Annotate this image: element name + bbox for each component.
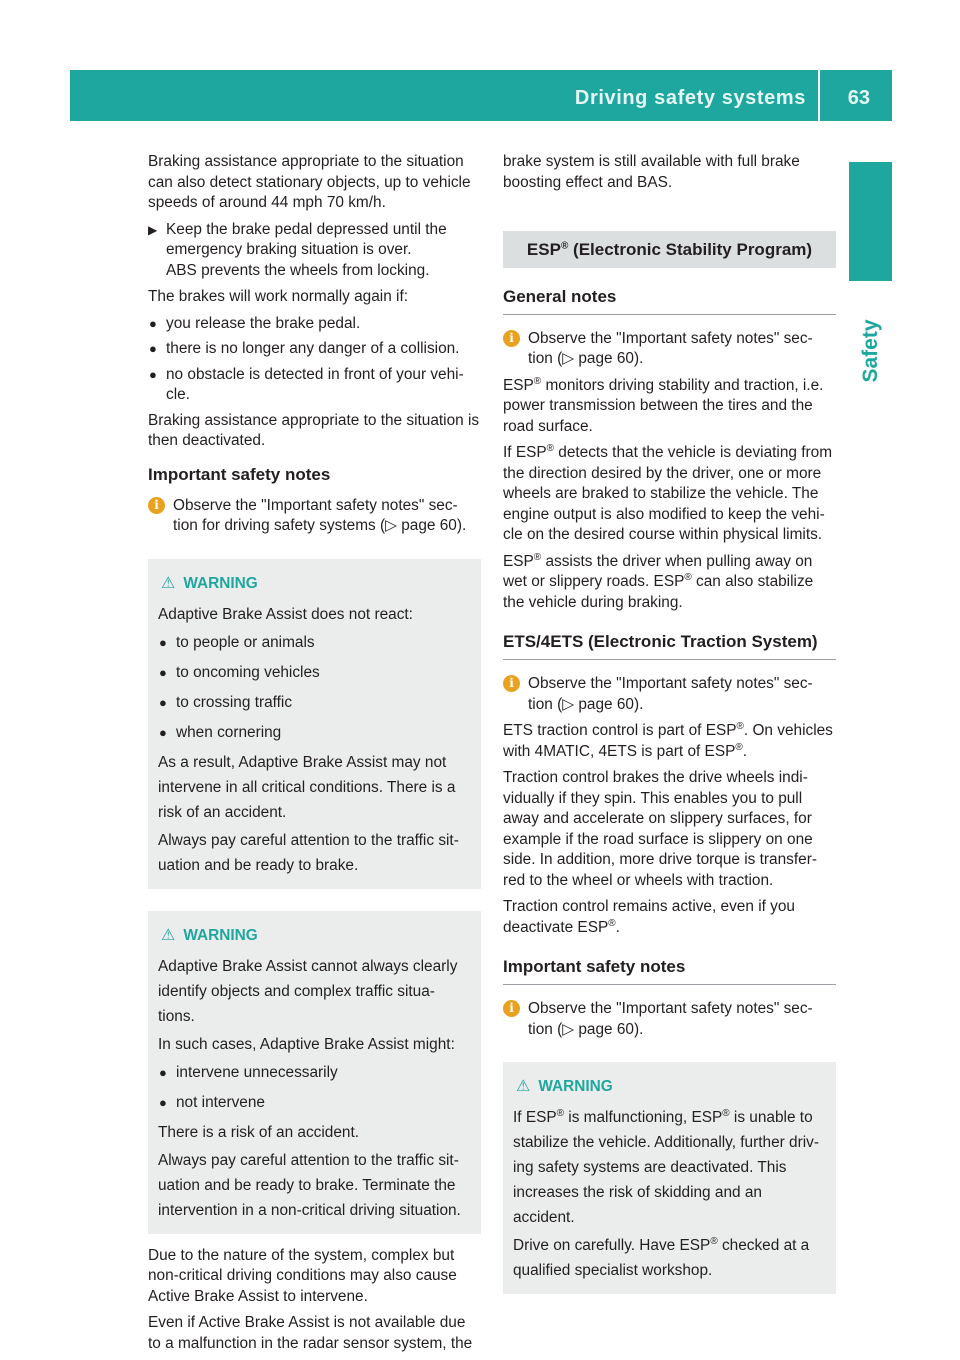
step-text: Keep the brake pedal depressed until the emergency braking situation is over. bbox=[166, 220, 447, 258]
header-bar bbox=[70, 70, 892, 121]
bullet-icon: ● bbox=[159, 1094, 167, 1110]
list-item: ● you release the brake pedal. bbox=[148, 314, 481, 335]
paragraph: Adaptive Brake Assist does not react: bbox=[158, 605, 413, 623]
paragraph: There is a risk of an accident. bbox=[158, 1123, 360, 1141]
list-item: ● there is no longer any danger of a collision. bbox=[148, 339, 481, 360]
info-icon: i bbox=[503, 330, 520, 347]
heading-important-safety-notes: Important safety notes bbox=[503, 956, 836, 985]
warning-icon: ⚠ bbox=[516, 1078, 531, 1095]
bullet-icon: ● bbox=[159, 724, 167, 740]
warning-title: ⚠ WARNING bbox=[516, 1078, 613, 1095]
heading-general-notes: General notes bbox=[503, 286, 836, 315]
paragraph: Even if Active Brake Assist is not available due to a malfunction in the radar sensor system, the bbox=[148, 1314, 473, 1352]
paragraph: brake system is still available with full brake boosting effect and BAS. bbox=[503, 153, 800, 191]
bullet-icon: ● bbox=[149, 341, 157, 356]
info-text: Observe the "Important safety notes" sec-tion (▷ page 60). bbox=[528, 1000, 813, 1038]
bullet-list bbox=[148, 314, 481, 406]
paragraph: ESP® monitors driving stability and traction, i.e. power transmission between the tires and the road surface. bbox=[503, 375, 824, 435]
paragraph: Traction control remains active, even if you deactivate ESP®. bbox=[503, 898, 795, 936]
warning-box bbox=[503, 1062, 836, 1294]
paragraph: Braking assistance appropriate to the situation is then deactivated. bbox=[148, 411, 480, 449]
paragraph: Drive on carefully. Have ESP® checked at a qualified specialist workshop. bbox=[513, 1235, 810, 1279]
paragraph: As a result, Adaptive Brake Assist may not intervene in all critical conditions. There is a risk of an accident. bbox=[158, 753, 456, 821]
paragraph: ETS traction control is part of ESP®. On vehicles with 4MATIC, 4ETS is part of ESP®. bbox=[503, 720, 833, 760]
list-item: ● no obstacle is detected in front of your vehi-cle. bbox=[149, 365, 464, 403]
right-column bbox=[503, 152, 836, 1306]
bullet-icon: ● bbox=[149, 366, 157, 382]
heading-ets: ETS/4ETS (Electronic Traction System) bbox=[503, 631, 836, 660]
side-tab-label: Safety bbox=[858, 319, 882, 383]
list-item: ● to people or animals bbox=[158, 630, 471, 655]
info-note bbox=[503, 329, 836, 370]
bullet-list bbox=[158, 630, 471, 745]
page-number: 63 bbox=[847, 87, 870, 109]
info-icon: i bbox=[503, 675, 520, 692]
info-text: Observe the "Important safety notes" sec-tion for driving safety systems (▷ page 60). bbox=[173, 496, 467, 534]
paragraph: In such cases, Adaptive Brake Assist might: bbox=[158, 1035, 455, 1053]
paragraph: Braking assistance appropriate to the situation can also detect stationary objects, up to vehicle speeds of around 44 mph 70 km/h. bbox=[148, 153, 471, 211]
list-item: ● to crossing traffic bbox=[158, 690, 471, 715]
list-item: ● intervene unnecessarily bbox=[158, 1060, 471, 1085]
paragraph: Adaptive Brake Assist cannot always clearly identify objects and complex traffic situa-tions. bbox=[158, 957, 458, 1025]
warning-box bbox=[148, 911, 481, 1234]
bullet-icon: ● bbox=[159, 694, 167, 710]
bullet-list bbox=[158, 1060, 471, 1115]
info-note bbox=[503, 999, 836, 1040]
warning-title: ⚠ WARNING bbox=[161, 574, 258, 592]
info-note bbox=[503, 674, 836, 715]
info-text: Observe the "Important safety notes" sec-tion (▷ page 60). bbox=[528, 675, 813, 713]
bullet-icon: ● bbox=[149, 315, 157, 331]
list-item: ● not intervene bbox=[158, 1090, 471, 1115]
step-result: ABS prevents the wheels from locking. bbox=[166, 261, 430, 279]
info-icon: i bbox=[148, 497, 165, 514]
info-icon: i bbox=[503, 1000, 520, 1017]
bullet-icon: ● bbox=[159, 1064, 167, 1080]
info-text: Observe the "Important safety notes" sec-tion (▷ page 60). bbox=[528, 329, 813, 367]
paragraph: If ESP® is malfunctioning, ESP® is unable to stabilize the vehicle. Additionally, further driv-ing safety systems are deactivated. This increases the risk of skidding and an accident. bbox=[513, 1107, 819, 1226]
list-item: ● to oncoming vehicles bbox=[158, 660, 471, 685]
section-title: Driving safety systems bbox=[575, 70, 820, 121]
paragraph: Always pay careful attention to the traffic sit-uation and be ready to brake. Terminate the intervention in a non-critical driving situation. bbox=[158, 1151, 461, 1219]
paragraph: Due to the nature of the system, complex but non-critical driving conditions may also cause Active Brake Assist to intervene. bbox=[148, 1246, 457, 1305]
paragraph: ESP® assists the driver when pulling away on wet or slippery roads. ESP® can also stabilize the vehicle during braking. bbox=[503, 551, 814, 611]
warning-icon: ⚠ bbox=[161, 926, 176, 944]
info-note bbox=[148, 496, 481, 537]
list-item: ● when cornering bbox=[158, 720, 471, 745]
bullet-icon: ● bbox=[159, 664, 167, 680]
warning-icon: ⚠ bbox=[161, 574, 176, 592]
paragraph: If ESP® detects that the vehicle is deviating from the direction desired by the driver, one or more wheels are braked to stabilize the vehicle. The engine output is also modified to keep the vehi-cle on the desired course within physical limits. bbox=[503, 442, 833, 543]
paragraph: Always pay careful attention to the traffic sit-uation and be ready to brake. bbox=[158, 831, 459, 874]
paragraph: Traction control brakes the drive wheels indi-vidually if they spin. This enables you to pull away and accelerate on slippery surfaces, for example if the road surface is slippery on one side. In addition, more drive torque is transfer-red to the wheel or wheels with traction. bbox=[503, 769, 817, 889]
paragraph: The brakes will work normally again if: bbox=[148, 288, 409, 305]
instruction-step bbox=[148, 220, 481, 282]
left-column bbox=[148, 152, 481, 1360]
side-tab-marker bbox=[849, 162, 892, 281]
warning-title: ⚠ WARNING bbox=[161, 926, 258, 944]
warning-box bbox=[148, 559, 481, 889]
section-heading-esp: ESP® (Electronic Stability Program) bbox=[503, 231, 836, 268]
heading-important-safety-notes: Important safety notes bbox=[148, 464, 331, 484]
bullet-icon: ● bbox=[159, 634, 167, 650]
arrow-icon: ▶ bbox=[148, 222, 158, 237]
